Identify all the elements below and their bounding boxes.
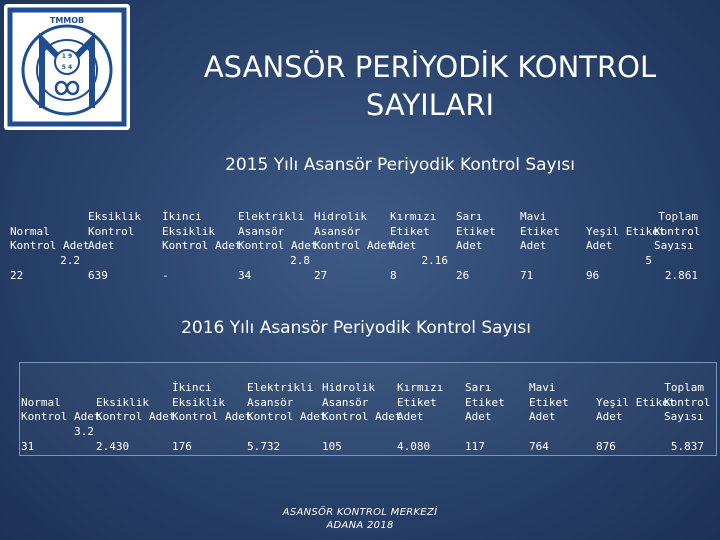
t2015-header-yesil-2: Adet <box>586 239 613 252</box>
t2016-header-elektrikli-1: Elektrikli <box>247 381 314 394</box>
page-title-line-1: ASANSÖR PERİYODİK KONTROL <box>203 50 657 84</box>
t2016-value-ikinci: 176 <box>172 440 192 453</box>
t2016-header-yesil-2: Adet <box>596 410 623 423</box>
t2015-header-ikinci-3: Kontrol Adet <box>162 239 242 252</box>
t2016-header-hidrolik-3: Kontrol Adet <box>322 410 402 423</box>
t2015-header-mavi-3: Adet <box>520 239 547 252</box>
t2016-header-ikinci-2: Eksiklik <box>172 396 225 409</box>
t2016-header-toplam-2: Kontrol <box>664 396 711 409</box>
footer-line-2: ADANA 2018 <box>326 520 394 531</box>
t2016-header-toplam-1: Toplam <box>664 381 704 394</box>
t2015-header-yesil-1: Yeşil Etiket <box>586 225 666 238</box>
t2015-header-mavi-1: Mavi <box>520 210 547 223</box>
t2015-value-eksiklik: 639 <box>88 269 108 282</box>
t2016-value-elektrikli: 5.732 <box>247 440 281 453</box>
t2015-header-toplam-1: Toplam <box>658 210 698 223</box>
t2016-header-normal-1: Normal <box>21 396 61 409</box>
page-title-line-2: SAYILARI <box>365 88 495 122</box>
t2016-header-kirmizi-1: Kırmızı <box>397 381 444 394</box>
t2015-header-kontrol: Kontrol <box>88 225 135 238</box>
logo-top-text: TMMOB <box>49 16 85 25</box>
t2016-value-toplam: 5.837 <box>670 440 704 453</box>
t2015-header-eksiklik: Eksiklik <box>88 210 141 223</box>
t2015-value-mavi: 71 <box>520 269 534 282</box>
t2015-header-sari-1: Sarı <box>456 210 483 223</box>
table-2016-title: 2016 Yılı Asansör Periyodik Kontrol Sayısı <box>181 318 531 338</box>
t2015-header-hidrolik-2: Asansör <box>314 225 361 238</box>
t2015-value-sari: 26 <box>456 269 470 282</box>
t2015-header-mavi-2: Etiket <box>520 225 560 238</box>
t2015-value-normal-a: 2.2 <box>60 254 80 267</box>
t2016-header-eksiklik-1: Eksiklik <box>96 396 149 409</box>
t2015-value-normal-b: 22 <box>10 269 24 282</box>
svg-text:5 4: 5 4 <box>61 64 73 71</box>
t2016-value-eksiklik: 2.430 <box>96 440 130 453</box>
t2015-header-kirmizi-2: Etiket <box>390 225 430 238</box>
t2016-header-sari-3: Adet <box>465 410 492 423</box>
t2015-header-ikinci-2: Eksiklik <box>162 225 215 238</box>
t2015-header-elektrikli-1: Elektrikli <box>238 210 305 223</box>
svg-text:1 9: 1 9 <box>61 53 73 60</box>
t2015-header-elektrikli-2: Asansör <box>238 225 285 238</box>
t2016-header-hidrolik-1: Hidrolik <box>322 381 375 394</box>
t2015-header-kirmizi-1: Kırmızı <box>390 210 437 223</box>
footer <box>180 506 540 532</box>
t2016-header-elektrikli-3: Kontrol Adet <box>247 410 327 423</box>
t2016-value-normal-b: 31 <box>21 440 35 453</box>
t2016-header-toplam-3: Sayısı <box>664 410 704 423</box>
t2015-value-hidrolik: 27 <box>314 269 328 282</box>
t2015-value-kirmizi-b: 8 <box>390 269 397 282</box>
t2016-header-mavi-1: Mavi <box>529 381 556 394</box>
t2016-header-normal-2: Kontrol Adet <box>21 410 101 423</box>
t2015-value-kirmizi-a: 2.16 <box>421 254 448 267</box>
t2015-header-normal: Normal <box>10 225 50 238</box>
t2015-header-toplam-2: Kontrol <box>654 225 701 238</box>
t2016-value-kirmizi: 4.080 <box>397 440 431 453</box>
t2016-header-kirmizi-2: Etiket <box>397 396 437 409</box>
t2015-value-yesil: 96 <box>586 269 600 282</box>
t2016-header-elektrikli-2: Asansör <box>247 396 294 409</box>
t2016-value-sari: 117 <box>465 440 485 453</box>
t2016-header-eksiklik-2: Kontrol Adet <box>96 410 176 423</box>
t2015-header-hidrolik-1: Hidrolik <box>314 210 367 223</box>
t2016-header-sari-2: Etiket <box>465 396 505 409</box>
t2016-header-mavi-3: Adet <box>529 410 556 423</box>
t2016-value-hidrolik: 105 <box>322 440 342 453</box>
t2015-header-ikinci-1: İkinci <box>162 210 202 223</box>
t2016-header-kirmizi-3: Adet <box>397 410 424 423</box>
t2016-header-hidrolik-2: Asansör <box>322 396 369 409</box>
t2015-value-elektrikli-a: 2.8 <box>290 254 310 267</box>
t2015-value-elektrikli-b: 34 <box>238 269 252 282</box>
t2016-header-ikinci-1: İkinci <box>172 381 212 394</box>
t2016-header-sari-1: Sarı <box>465 381 492 394</box>
footer-line-1: ASANSÖR KONTROL MERKEZİ <box>282 507 438 518</box>
t2015-header-kirmizi-3: Adet <box>390 239 417 252</box>
t2015-header-hidrolik-3: Kontrol Adet <box>314 239 394 252</box>
t2016-value-mavi: 764 <box>529 440 549 453</box>
t2015-value-ikinci: - <box>162 269 169 282</box>
t2016-header-ikinci-3: Kontrol Adet <box>172 410 252 423</box>
t2015-header-adet: Adet <box>88 239 115 252</box>
t2016-value-normal-a: 3.2 <box>74 425 94 438</box>
t2015-header-sari-2: Etiket <box>456 225 496 238</box>
t2016-header-mavi-2: Etiket <box>529 396 569 409</box>
t2015-value-toplam-b: 2.861 <box>664 269 698 282</box>
t2015-header-elektrikli-3: Kontrol Adet <box>238 239 318 252</box>
t2015-header-sari-3: Adet <box>456 239 483 252</box>
t2016-header-yesil-1: Yeşil Etiket <box>596 396 676 409</box>
t2015-header-kontrol-adet: Kontrol Adet <box>10 239 90 252</box>
t2015-value-toplam-a: 5 <box>645 254 652 267</box>
t2015-header-toplam-3: Sayısı <box>654 239 694 252</box>
t2016-value-yesil: 876 <box>596 440 616 453</box>
table-2015-title: 2015 Yılı Asansör Periyodik Kontrol Sayısı <box>225 155 575 175</box>
